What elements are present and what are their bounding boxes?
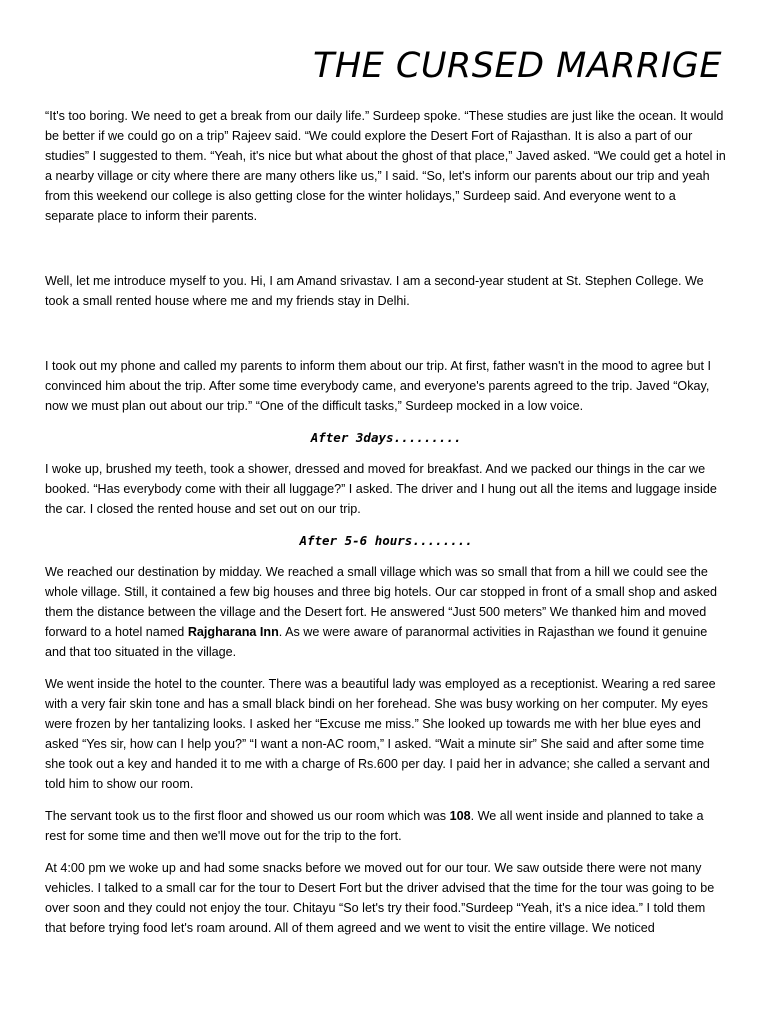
paragraph-evening-tour: At 4:00 pm we woke up and had some snacks before we moved out for our tour. We saw outside there were not many vehicles. I talked to a small car for the tour to Desert Fort but the driver advised that the time for the tour was going to be over soon and they could not enjoy the tour. Chitayu “So let's try their food.”Surdeep “Yeah, it's a nice idea.” I told them that before trying food let's roam around. All of them agreed and we went to visit the entire village. We noticed: [45, 861, 715, 935]
paragraph-introduction: Well, let me introduce myself to you. Hi, I am Amand srivastav. I am a second-year student at St. Stephen College. We took a small rented house where me and my friends stay in Delhi.: [45, 274, 704, 308]
hotel-name: Rajgharana Inn: [187, 625, 279, 639]
room-number: 108: [449, 809, 471, 823]
text-run: . We all went inside and planned to take a rest for some time and then we'll move out for the trip to the fort.: [45, 809, 704, 843]
story-title: THE CURSED MARRIGE: [312, 46, 722, 86]
time-heading-after-3-days: After 3days.........: [310, 430, 462, 445]
paragraph-departure: I woke up, brushed my teeth, took a shower, dressed and moved for breakfast. And we packed our things in the car we booked. “Has everybody come with their all luggage?” I asked. The driver and I hung out all the items and luggage inside the car. I closed the rented house and set out on our trip.: [45, 462, 717, 516]
story-body: [45, 106, 727, 950]
text-run: . As we were aware of paranormal activities in Rajasthan we found it genuine and that too situated in the village.: [45, 625, 708, 659]
paragraph-arrival: [45, 562, 727, 662]
time-heading-after-5-6-hours: After 5-6 hours........: [299, 533, 473, 548]
paragraph-room: [45, 806, 727, 846]
paragraph-parents-call: I took out my phone and called my parents to inform them about our trip. At first, father wasn't in the mood to agree but I convinced him about the trip. After some time everybody came, and everyone's parents agreed to the trip. Javed “Okay, now we must plan out about our trip.” “One of the difficult tasks,” Surdeep mocked in a low voice.: [45, 359, 712, 413]
paragraph-receptionist: We went inside the hotel to the counter. There was a beautiful lady was employed as a receptionist. Wearing a red saree with a very fair skin tone and has a small black bindi on her forehead. She was busy working on her computer. My eyes were frozen by her tantalizing looks. I asked her “Excuse me miss.” She looked up towards me with her blue eyes and asked “Yes sir, how can I help you?” “I want a non-AC room,” I asked. “Wait a minute sir” She said and after some time she took out a key and handed it to me with a charge of Rs.600 per day. I paid her in advance; she called a servant and told him to show our room.: [45, 677, 716, 791]
text-run: We reached our destination by midday. We reached a small village which was so small that from a hill we could see the whole village. Still, it contained a few big houses and three big hotels. Our car stopped in front of a small shop and asked them the distance between the village and the Desert fort. He answered “Just 500 meters” We thanked him and moved forward to a hotel named: [45, 565, 718, 639]
paragraph-trip-plan: “It's too boring. We need to get a break from our daily life.” Surdeep spoke. “These studies are just like the ocean. It would be better if we could go on a trip” Rajeev said. “We could explore the Desert Fort of Rajasthan. It is also a part of our studies” I suggested to them. “Yeah, it's nice but what about the ghost of that place,” Javed asked. “We could get a hotel in a nearby village or city where there are many others like us,” I said. “So, let's inform our parents about our trip and yeah from this weekend our college is also getting close for the winter holidays,” Surdeep said. And everyone went to a separate place to inform their parents.: [45, 109, 726, 223]
text-run: The servant took us to the first floor and showed us our room which was: [45, 809, 450, 823]
